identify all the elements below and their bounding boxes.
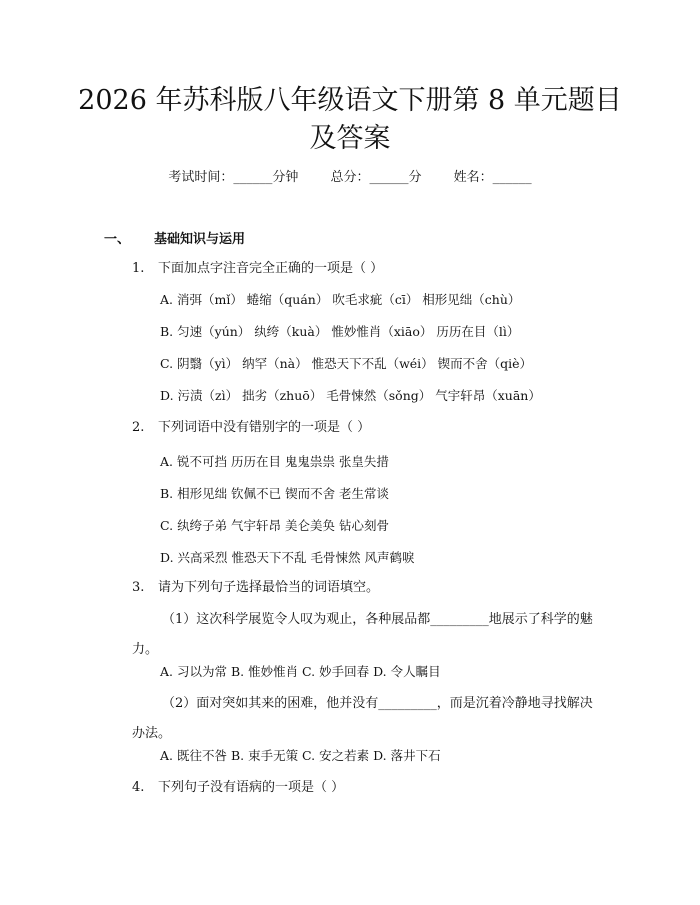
title-line-1: 2026 年苏科版八年级语文下册第 8 单元题目 — [78, 85, 622, 116]
section-number: 一、 — [104, 232, 131, 247]
exam-meta — [0, 168, 700, 188]
question-2-option-d: D. 兴高采烈 惟恐天下不乱 毛骨悚然 风声鹤唳 — [160, 550, 415, 565]
question-number: 1. — [132, 261, 145, 276]
question-3-sub-1-options: A. 习以为常 B. 惟妙惟肖 C. 妙手回春 D. 令人瞩目 — [160, 664, 441, 679]
question-number: 4. — [132, 780, 145, 795]
student-name: 姓名：______ — [453, 170, 532, 185]
question-text: 下列句子没有语病的一项是（ ） — [158, 780, 345, 795]
question-1-option-d: D. 污渍（zì） 拙劣（zhuō） 毛骨悚然（sǒng） 气宇轩昂（xuān） — [160, 388, 541, 403]
question-2-option-c: C. 纨绔子弟 气宇轩昂 美仑美奂 钻心刻骨 — [160, 518, 389, 533]
question-text: 下面加点字注音完全正确的一项是（ ） — [158, 261, 384, 276]
question-3-sub-1: （1）这次科学展览令人叹为观止，各种展品都_________地展示了科学的魅力。 — [132, 612, 593, 657]
section-heading — [104, 230, 245, 250]
question-1-option-c: C. 阴翳（yì） 纳罕（nà） 惟恐天下不乱（wéi） 锲而不舍（qiè） — [160, 356, 533, 371]
question-3-sub-2-options: A. 既往不咎 B. 束手无策 C. 安之若素 D. 落井下石 — [160, 748, 441, 763]
question-3 — [132, 578, 379, 598]
question-text: 请为下列句子选择最恰当的词语填空。 — [158, 580, 380, 595]
question-4 — [132, 778, 344, 798]
question-1 — [132, 259, 383, 279]
question-2-option-a: A. 锐不可挡 历历在目 鬼鬼祟祟 张皇失措 — [160, 454, 389, 469]
document-title — [60, 82, 640, 158]
question-1-option-a: A. 消弭（mǐ） 蜷缩（quán） 吹毛求疵（cī） 相形见绌（chù） — [160, 292, 521, 307]
question-1-option-b: B. 匀速（yún） 纨绔（kuà） 惟妙惟肖（xiāo） 历历在目（lì） — [160, 324, 520, 339]
question-number: 2. — [132, 420, 145, 435]
section-title: 基础知识与运用 — [154, 232, 246, 247]
question-2-option-b: B. 相形见绌 钦佩不已 锲而不舍 老生常谈 — [160, 486, 390, 501]
title-line-2: 及答案 — [309, 123, 391, 154]
exam-score: 总分：______分 — [330, 170, 422, 185]
question-number: 3. — [132, 580, 145, 595]
question-2 — [132, 418, 370, 438]
exam-time: 考试时间：______分钟 — [168, 170, 299, 185]
question-text: 下列词语中没有错别字的一项是（ ） — [158, 420, 371, 435]
question-3-sub-2: （2）面对突如其来的困难，他并没有_________，而是沉着冷静地寻找解决办法。 — [132, 696, 593, 741]
